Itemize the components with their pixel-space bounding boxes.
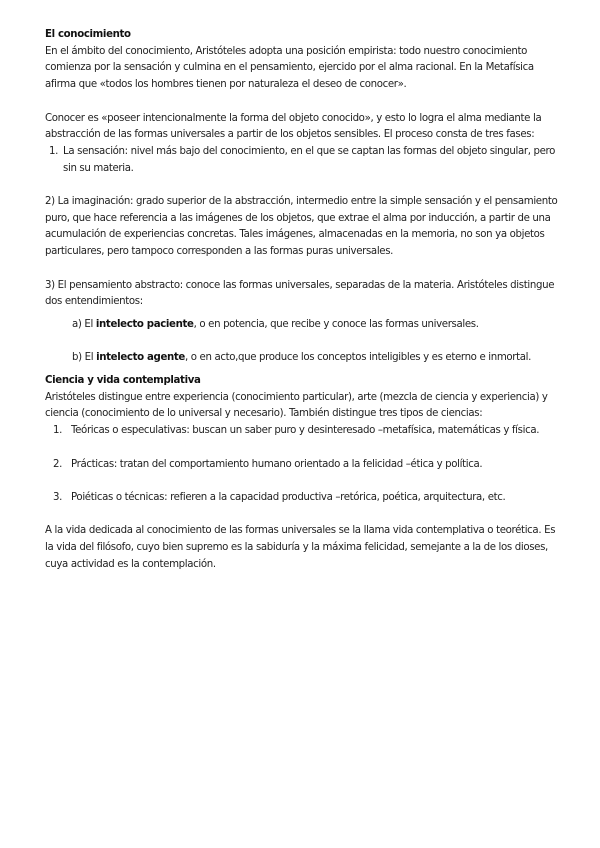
science-type-item — [45, 490, 565, 507]
science-type-number: 1. — [53, 425, 63, 437]
science-type-item — [45, 423, 565, 440]
science-intro-paragraph: Aristóteles distingue entre experiencia (conocimiento particular), arte (mezcla de ciencia y experiencia) y ciencia (conocimiento de lo universal y necesario). También distingue tres tipos de ciencias: — [45, 391, 548, 420]
science-type-text: Poiéticas o técnicas: refieren a la capacidad productiva –retórica, poética, arquitectura, etc. — [71, 491, 506, 503]
intellect-agent-item — [45, 350, 565, 367]
phase-1-text: La sensación: nivel más bajo del conocimiento, en el que se captan las formas del objeto singular, pero sin su materia. — [63, 145, 555, 174]
science-type-number: 2. — [53, 458, 63, 470]
intellect-agent-rest: , o en acto,que produce los conceptos inteligibles y es eterno e inmortal. — [184, 352, 532, 364]
intellect-passive-rest: , o en potencia, que recibe y conoce las formas universales. — [193, 318, 479, 330]
intellect-agent-term: intelecto agente — [96, 352, 185, 364]
knowing-paragraph: Conocer es «poseer intencionalmente la forma del objeto conocido», y esto lo logra el alma mediante la abstracción de las formas universales a partir de los objetos sensibles. El proceso consta de tres fases: — [45, 112, 542, 141]
phase-1-item — [45, 144, 565, 177]
phase-3-paragraph: 3) El pensamiento abstracto: conoce las formas universales, separadas de la materia. Aristóteles distingue dos entendimientos: — [45, 279, 555, 308]
science-type-text: Teóricas o especulativas: buscan un saber puro y desinteresado –metafísica, matemáticas y física. — [71, 425, 540, 437]
science-type-number: 3. — [53, 491, 63, 503]
science-type-item — [45, 457, 565, 474]
phase-2-paragraph: 2) La imaginación: grado superior de la abstracción, intermedio entre la simple sensación y el pensamiento puro, que hace referencia a las imágenes de los objetos, que extrae el alma por inducción, a partir de una acumulación de experiencias concretas. Tales imágenes, almacenadas en la memoria, no son ya objetos particulares, pero tampoco corresponden a las formas puras universales. — [45, 196, 558, 258]
intellect-agent-prefix: b) El — [72, 352, 97, 364]
science-type-text: Prácticas: tratan del comportamiento humano orientado a la felicidad –ética y política. — [71, 458, 483, 470]
intro-paragraph: En el ámbito del conocimiento, Aristóteles adopta una posición empirista: todo nuestro conocimiento comienza por la sensación y culmina en el pensamiento, ejercido por el alma racional. En la Metafísica afirma que «todos los hombres tienen por naturaleza el deseo de conocer». — [45, 45, 534, 91]
intellect-passive-item — [45, 317, 565, 334]
section-title-conocimiento: El conocimiento — [45, 29, 131, 40]
intellect-passive-term: intelecto paciente — [95, 318, 194, 330]
section-title-ciencia: Ciencia y vida contemplativa — [45, 375, 201, 386]
phase-1-number: 1. — [49, 145, 59, 157]
contemplative-life-paragraph: A la vida dedicada al conocimiento de las formas universales se la llama vida contemplativa o teorética. Es la vida del filósofo, cuyo bien supremo es la sabiduría y la máxima felicidad, semejante a la de los dioses, cuya actividad es la contemplación. — [45, 525, 556, 570]
document-page — [45, 27, 565, 573]
intellect-passive-prefix: a) El — [72, 318, 96, 330]
